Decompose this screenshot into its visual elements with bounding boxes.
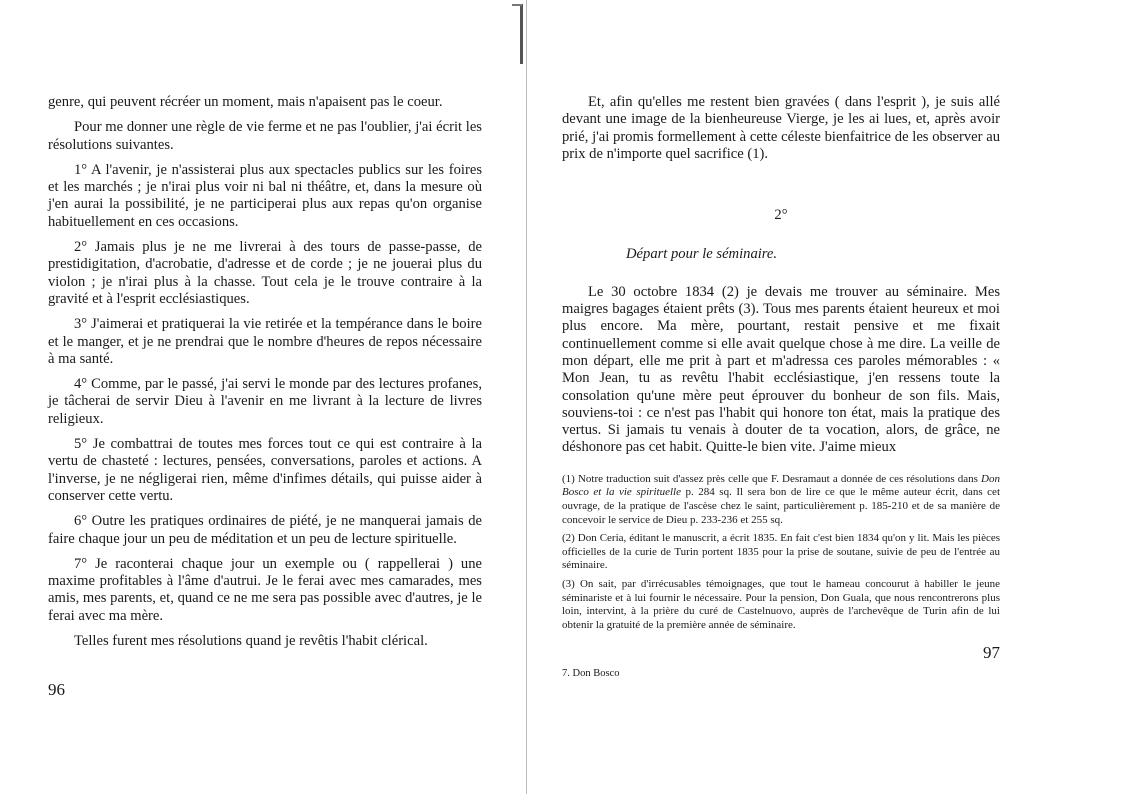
- footnote-3: (3) On sait, par d'irrécusables témoignages, que tout le hameau concourut à habiller le jeune séminariste et à lui fournir le nécessaire. Pour la pension, Don Guala, que nous rencontrerons plus loin, intervint, à la prière du curé de Castelnuovo, auprès de l'archevêque de Turin afin de lui obtenir la gratuité de la première année de séminaire.: [562, 577, 1000, 631]
- resolution-2: 2° Jamais plus je ne me livrerai à des tours de passe-passe, de prestidigitation, d'acrobatie, d'adresse et de corde ; je ne jouerai plus du violon ; je n'irai plus à la chasse. Tout cela je le trouve contraire à la gravité et à l'esprit ecclésiastiques.: [48, 239, 482, 307]
- resolution-6: 6° Outre les pratiques ordinaires de piété, je ne manquerai jamais de faire chaque jour un peu de méditation et un peu de lecture spirituelle.: [48, 513, 482, 547]
- left-page: [48, 94, 482, 700]
- paragraph: genre, qui peuvent récréer un moment, mais n'apaisent pas le coeur.: [48, 94, 443, 110]
- scan-artifact: [520, 4, 523, 64]
- paragraph: Et, afin qu'elles me restent bien gravées ( dans l'esprit ), je suis allé devant une image de la bienheureuse Vierge, je les ai lues, et, après avoir prié, j'ai promis formellement à cette céleste bienfaitrice de les observer au prix de n'importe quel sacrifice (1).: [562, 94, 1000, 162]
- scan-artifact: [512, 4, 522, 6]
- book-spine: [526, 0, 527, 794]
- page-number-left: 96: [48, 680, 65, 700]
- paragraph: Le 30 octobre 1834 (2) je devais me trouver au séminaire. Mes maigres bagages étaient prêts (3). Tous mes parents étaient heureux et moi plus encore. Ma mère, pourtant, restait pensive et me fixait continuellement comme si elle avait quelque chose à me dire. La veille de mon départ, elle me prit à part et m'adressa ces paroles mémorables : « Mon Jean, tu as revêtu l'habit ecclésiastique, j'en ressens toute la consolation qu'une mère peut éprouver du bonheur de son fils. Mais, souviens-toi : ce n'est pas l'habit qui honore ton état, mais la pratique des vertus. Si jamais tu venais à douter de ta vocation, alors, de grâce, ne déshonore pas cet habit. Quitte-le bien vite. J'aime mieux: [562, 283, 1000, 456]
- right-page: [562, 94, 1000, 680]
- footnote-text: p. 284 sq. Il sera bon de lire ce que le même auteur écrit, dans cet ouvrage, de la pratique de l'ascèse chez le saint, particulièrement p. 185-210 et de sa manière de concevoir le service de Dieu p. 233-236 et 255 sq.: [562, 486, 1000, 526]
- resolution-1: 1° A l'avenir, je n'assisterai plus aux spectacles publics sur les foires et les marchés ; je n'irai plus voir ni bal ni théâtre, et, dans la mesure où j'en aurai la possibilité, je ne participerai plus aux repas qu'on organise habituellement en ces occasions.: [48, 161, 482, 230]
- resolution-5: 5° Je combattrai de toutes mes forces tout ce qui est contraire à la vertu de chasteté : lectures, pensées, conversations, paroles et actions. A l'inverse, je ne négligerai rien, même d'infimes détails, qui puisse aider à conserver cette vertu.: [48, 436, 482, 504]
- paragraph: Telles furent mes résolutions quand je revêtis l'habit clérical.: [74, 633, 428, 650]
- footnotes: [562, 473, 1000, 638]
- page-number-right: 97: [983, 643, 1000, 663]
- book-title: Don Bosco et la vie spirituelle: [562, 472, 1000, 499]
- section-title: Départ pour le séminaire.: [626, 246, 778, 263]
- signature-mark: 7. Don Bosco: [562, 668, 620, 680]
- resolution-7: 7° Je raconterai chaque jour un exemple ou ( rappellerai ) une maxime profitables à l'âme d'autrui. Je le ferai avec mes camarades, mes amis, mes parents, et, quand ce ne me sera pas possible avec d'autres, je le ferai avec ma mère.: [48, 555, 482, 624]
- resolution-3: 3° J'aimerai et pratiquerai la vie retirée et la tempérance dans le boire et le manger, et je ne prendrai que le nombre d'heures de repos nécessaire à ma santé.: [48, 316, 482, 367]
- resolution-4: 4° Comme, par le passé, j'ai servi le monde par des lectures profanes, je tâcherai de servir Dieu à l'avenir en me livrant à la lecture de livres religieux.: [48, 376, 482, 427]
- paragraph: Pour me donner une règle de vie ferme et ne pas l'oublier, j'ai écrit les résolutions suivantes.: [48, 119, 482, 153]
- footnote-2: (2) Don Ceria, éditant le manuscrit, a écrit 1835. En fait c'est bien 1834 qu'on y lit. Mais les pièces officielles de la curie de Turin portent 1835 pour la prise de soutane, suivie de peu de l'entrée au séminaire.: [562, 532, 1000, 572]
- footnote-1: [562, 473, 1000, 527]
- section-number: 2°: [774, 207, 788, 224]
- footnote-text: (1) Notre traduction suit d'assez près celle que F. Desramaut a donnée de ces résolutions dans: [562, 472, 982, 485]
